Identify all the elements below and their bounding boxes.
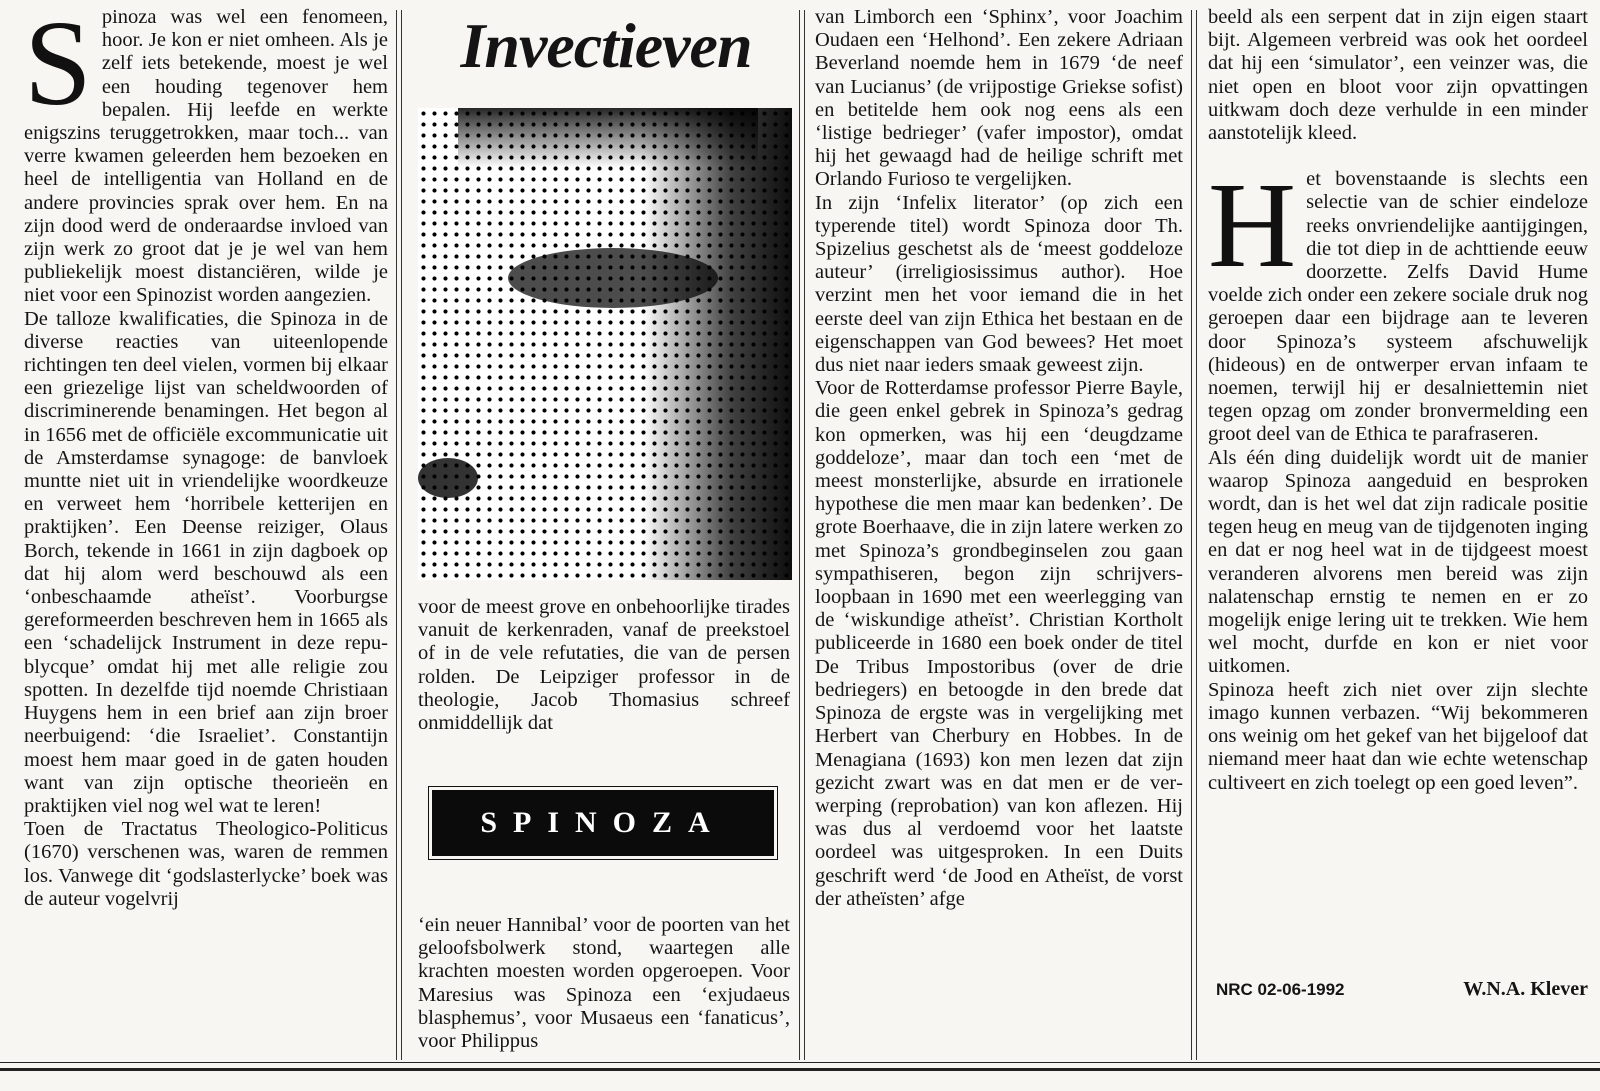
- paragraph: In zijn ‘Infelix literator’ (op zich een typerende titel) wordt Spinoza door Th. Spizelius geschetst als de ‘meest goddeloze auteur’ (irreligiosissimus author). Hoe verzint men het voor iemand die in het eerste deel van zijn Ethica het bestaan en de eigenschappen van God bewees? Het moet dus niet naar ieders smaak geweest zijn.: [815, 191, 1183, 377]
- paragraph: Spinoza heeft zich niet over zijn slechte imago kunnen verbazen. “Wij bekommeren ons weinig om het gekef van het bijgeloof dat niemand meer haat dan wie echte wetenschap cultiveert en zich toelegt op een goed leven”.: [1208, 678, 1588, 794]
- portrait-shading: [458, 108, 758, 168]
- column-1: [24, 6, 388, 1062]
- paragraph: Als één ding duidelijk wordt uit de manier waarop Spinoza aangeduid en besproken wordt, dan is het wel dat zijn radicale positie tegen heug en meug van de tijdgenoten inging en dat er nog heel wat in de tijdgeest moest veranderen alvorens men bereid was zijn nalatenschap ernstig te nemen en er zo mogelijk enige lering uit te trekken. Wie hem wel mocht, durfde en kon er niet voor uitkomen.: [1208, 446, 1588, 678]
- article-footer: [1216, 978, 1588, 1001]
- spinoza-label-box: [428, 786, 778, 860]
- column-divider: [396, 10, 397, 1060]
- paragraph: et bovenstaande is slechts een selectie van de schier eindeloze reeks onvriendelijke aantijgingen, die tot diep in de achttiende eeuw doorzette. Zelfs David Hume voelde zich onder een zekere sociale druk nog geroepen daar een bijdrage aan te leveren door Spinoza’s systeem afschuwelijk (hideous) en de ontwerper ervan infaam te noemen, terwijl hij er desalniettemin niet tegen opzag om zonder bronvermelding een groot deel van de Ethica te parafraseren.: [1208, 168, 1588, 446]
- column-divider: [799, 10, 800, 1060]
- column-4: [1208, 6, 1588, 970]
- paragraph: van Limborch een ‘Sphinx’, voor Joachim Oudaen een ‘Helhond’. Een zekere Adriaan Beverland noemde hem in 1679 ‘de neef van Lucianus’ (de vrijpostige Griekse sofist) en betitelde hem ook nog eens als een ‘listige bedrieger’ (vafer impostor), omdat hij het gewaagd had de heilige schrift met Orlando Furioso te vergelijken.: [815, 6, 1183, 191]
- portrait-shading: [508, 248, 718, 308]
- paragraph: De talloze kwalificaties, die Spinoza in de diverse reacties van uiteenlopende richtingen ten deel vielen, vormen bij elkaar een griezelige lijst van scheldwoorden of discriminerende benamingen. Het begon al in 1656 met de officiële excommunicatie uit de Amsterdamse synagoge: de banvloek muntte niet uit in vriendelijke woordkeuze en verweet hem ‘horribele ketterijen en praktijken’. Een Deense reiziger, Olaus Borch, tekende in 1661 in zijn dagboek op dat hij alom werd beschouwd als een ‘onbeschaamde atheïst’. Voorburgse gereformeerden beschreven hem in 1665 als een ‘schadelijck Instrument in deze republycque’ omdat hij met alle religie zou spotten. In dezelfde tijd noemde Christiaan Huygens hem in een brief aan zijn broer neerbuigend: ‘die Israeliet’. Constantijn moest hem maar goed in de gaten houden want van zijn optische theorieën en praktijken viel nog wel wat te leren!: [24, 307, 388, 817]
- column-divider: [1196, 10, 1197, 1060]
- column-divider: [1191, 10, 1192, 1060]
- column-2-upper: [418, 596, 790, 736]
- spinoza-label: SPINOZA: [432, 790, 774, 856]
- portrait-shading: [418, 458, 478, 498]
- bottom-rule: [0, 1068, 1600, 1071]
- author-byline: W.N.A. Klever: [1463, 978, 1588, 1000]
- paragraph: Voor de Rotterdamse professor Pierre Bayle, die geen enkel gebrek in Spinoza’s gedrag kon opmerken, was hij een ‘deugdzame goddeloze’, maar dan toch een ‘met de meest monsterlijke, absurde en irrationele hypothese die men maar kan bedenken’. De grote Boerhaave, die in zijn latere werken zo met Spinoza’s grondbeginselen zou gaan sympathiseren, begon zijn schrijversloopbaan in 1690 met een weerlegging van de ‘wiskundige atheïst’. Christian Kortholt publiceerde in 1680 een boek onder de titel De Tribus Impostoribus (over de drie bedriegers) en betoogde in den brede dat Spinoza de ergste was in vergelijking met Herbert van Cherbury en Hobbes. In de Menagiana (1693) kon men lezen dat zijn gezicht zwart was en dat men er de verwerping (reprobation) van kon aflezen. Hij was dus al verdoemd voor het laatste oordeel was uitgesproken. In een Duits geschrift werd ‘de Jood en Atheïst, de vorst der atheïsten’ afge: [815, 377, 1183, 910]
- drop-cap: S: [24, 6, 92, 131]
- portrait-shading: [642, 108, 792, 580]
- spinoza-portrait-image: [418, 108, 792, 580]
- column-3: [815, 6, 1183, 1060]
- paragraph: beeld als een serpent dat in zijn eigen staart bijt. Algemeen verbreid was ook het oordeel dat hij een ‘simulator’, een veinzer was, die niet open en bloot voor zijn opvattingen uitkwam doch deze verhulde in een minder aanstotelijk kleed.: [1208, 6, 1588, 145]
- article-title: Invectieven: [460, 10, 752, 81]
- column-divider: [804, 10, 805, 1060]
- paragraph: Toen de Tractatus Theologico-Politicus (1670) verschenen was, waren de remmen los. Vanwege dit ‘godslasterlycke’ boek was de auteur vogelvrij: [24, 818, 388, 910]
- source-line: NRC 02-06-1992: [1216, 980, 1345, 999]
- drop-cap: H: [1208, 158, 1297, 294]
- column-2-lower: [418, 914, 790, 1056]
- column-divider: [401, 10, 402, 1060]
- bottom-rule: [0, 1062, 1600, 1063]
- paragraph: ‘ein neuer Hannibal’ voor de poorten van het geloofsbolwerk stond, waartegen alle krachten moesten worden opgeroepen. Voor Maresius was Spinoza een ‘exjudaeus blasphemus’, voor Musaeus een ‘fanaticus’, voor Philippus: [418, 914, 790, 1053]
- paragraph: pinoza was wel een fenomeen, hoor. Je kon er niet omheen. Als je zelf iets betekende, moest je wel een houding tegenover hem bepalen. Hij leefde en werkte enigszins teruggetrokken, maar toch... van verre kwamen geleerden hem bezoeken en heel de intelligentia van Holland en de andere provincies sprak over hem. En na zijn dood werd de onderaardse invloed van zijn werk zo groot dat je je wel van hem publiekelijk moest distanciëren, wilde je niet voor een Spinozist worden aangezien.: [24, 6, 388, 307]
- paragraph: voor de meest grove en onbehoorlijke tirades vanuit de kerkenraden, vanaf de preekstoel of in de vele refutaties, die van de persen rolden. De Leipziger professor in de theologie, Jacob Thomasius schreef onmiddellijk dat: [418, 596, 790, 735]
